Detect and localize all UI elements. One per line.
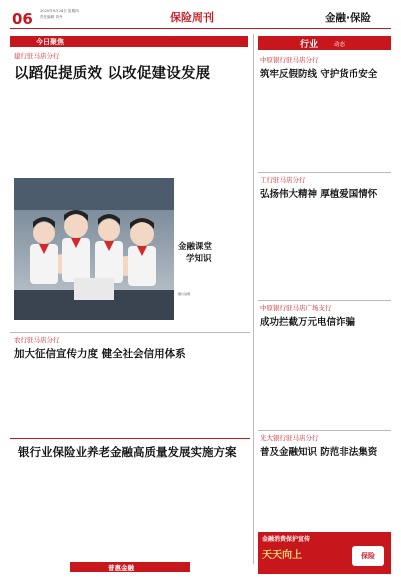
photo-title-line-2: 学知识	[186, 254, 212, 264]
right-divider-2	[258, 300, 391, 301]
column-divider	[253, 34, 254, 564]
lead-headline: 以蹈促提质效 以改促建设发展	[14, 66, 211, 82]
bottom-headline: 银行业保险业养老金融高质量发展实施方案	[18, 445, 237, 459]
right-story-4-kicker: 光大银行驻马店分行	[260, 434, 319, 442]
second-body-col-1	[14, 364, 70, 424]
right-divider-3	[258, 430, 391, 431]
bottom-body-col-3	[134, 462, 190, 558]
right-banner-label-b: 动态	[334, 42, 346, 48]
right-story-3-col-2	[326, 332, 388, 424]
date-line: 2020年9月24日 星期四	[40, 9, 79, 13]
right-story-1-kicker: 中原银行驻马店分行	[260, 56, 319, 64]
right-story-2-headline: 弘扬伟大精神 厚植爱国情怀	[260, 189, 378, 200]
photo-caption: 图片说明	[178, 292, 191, 296]
right-story-3-headline: 成功拦截万元电信诈骗	[260, 317, 356, 328]
second-body-col-3	[134, 364, 190, 424]
footer-banner-label: 普惠金融	[108, 564, 134, 572]
paper-name: 保险周刊	[170, 11, 214, 24]
right-story-2-kicker: 工行驻马店分行	[260, 176, 306, 184]
editor-line: 责任编辑 刘丹	[40, 15, 63, 19]
page-number: 06	[12, 10, 33, 28]
ad-subtitle: 天天向上	[262, 550, 302, 561]
news-photo	[14, 178, 174, 320]
right-story-2-col-1	[260, 204, 322, 294]
right-divider-1	[258, 172, 391, 173]
lead-body-col-4	[194, 84, 250, 174]
right-story-4-col-2	[326, 462, 388, 526]
right-banner	[258, 36, 391, 50]
divider-2	[10, 438, 250, 439]
lead-body-col-3	[134, 84, 190, 174]
second-body-col-4	[194, 364, 250, 424]
bottom-body-col-1	[14, 462, 70, 558]
ad-badge: 保险	[352, 546, 384, 566]
divider-1	[10, 332, 250, 333]
masthead-rule	[10, 28, 391, 29]
bottom-body-col-4	[194, 462, 250, 558]
right-story-1-col-1	[260, 84, 322, 164]
section-title: 金融·保险	[325, 12, 371, 24]
right-story-4-col-1	[260, 462, 322, 526]
lead-kicker: 建行驻马店分行	[14, 52, 60, 60]
second-body-col-2	[74, 364, 130, 424]
right-story-1-col-2	[326, 84, 388, 164]
left-banner-label: 今日聚焦	[36, 38, 64, 46]
lead-body-col-1	[14, 84, 70, 174]
right-story-2-col-2	[326, 204, 388, 294]
right-story-3-col-1	[260, 332, 322, 424]
lead-body-col-2	[74, 84, 130, 174]
bottom-body-col-2	[74, 462, 130, 558]
right-story-4-headline: 普及金融知识 防范非法集资	[260, 447, 378, 458]
right-banner-label-a: 行业	[300, 40, 319, 50]
second-headline: 加大征信宣传力度 健全社会信用体系	[14, 348, 186, 360]
right-story-1-headline: 筑牢反假防线 守护货币安全	[260, 69, 378, 80]
classroom-photo	[14, 178, 174, 320]
right-story-3-kicker: 中原银行驻马店广场支行	[260, 304, 332, 312]
ad-title: 金融消费保护宣传	[262, 536, 311, 543]
photo-title-line-1: 金融课堂	[178, 242, 213, 252]
second-kicker: 农行驻马店分行	[14, 336, 60, 344]
